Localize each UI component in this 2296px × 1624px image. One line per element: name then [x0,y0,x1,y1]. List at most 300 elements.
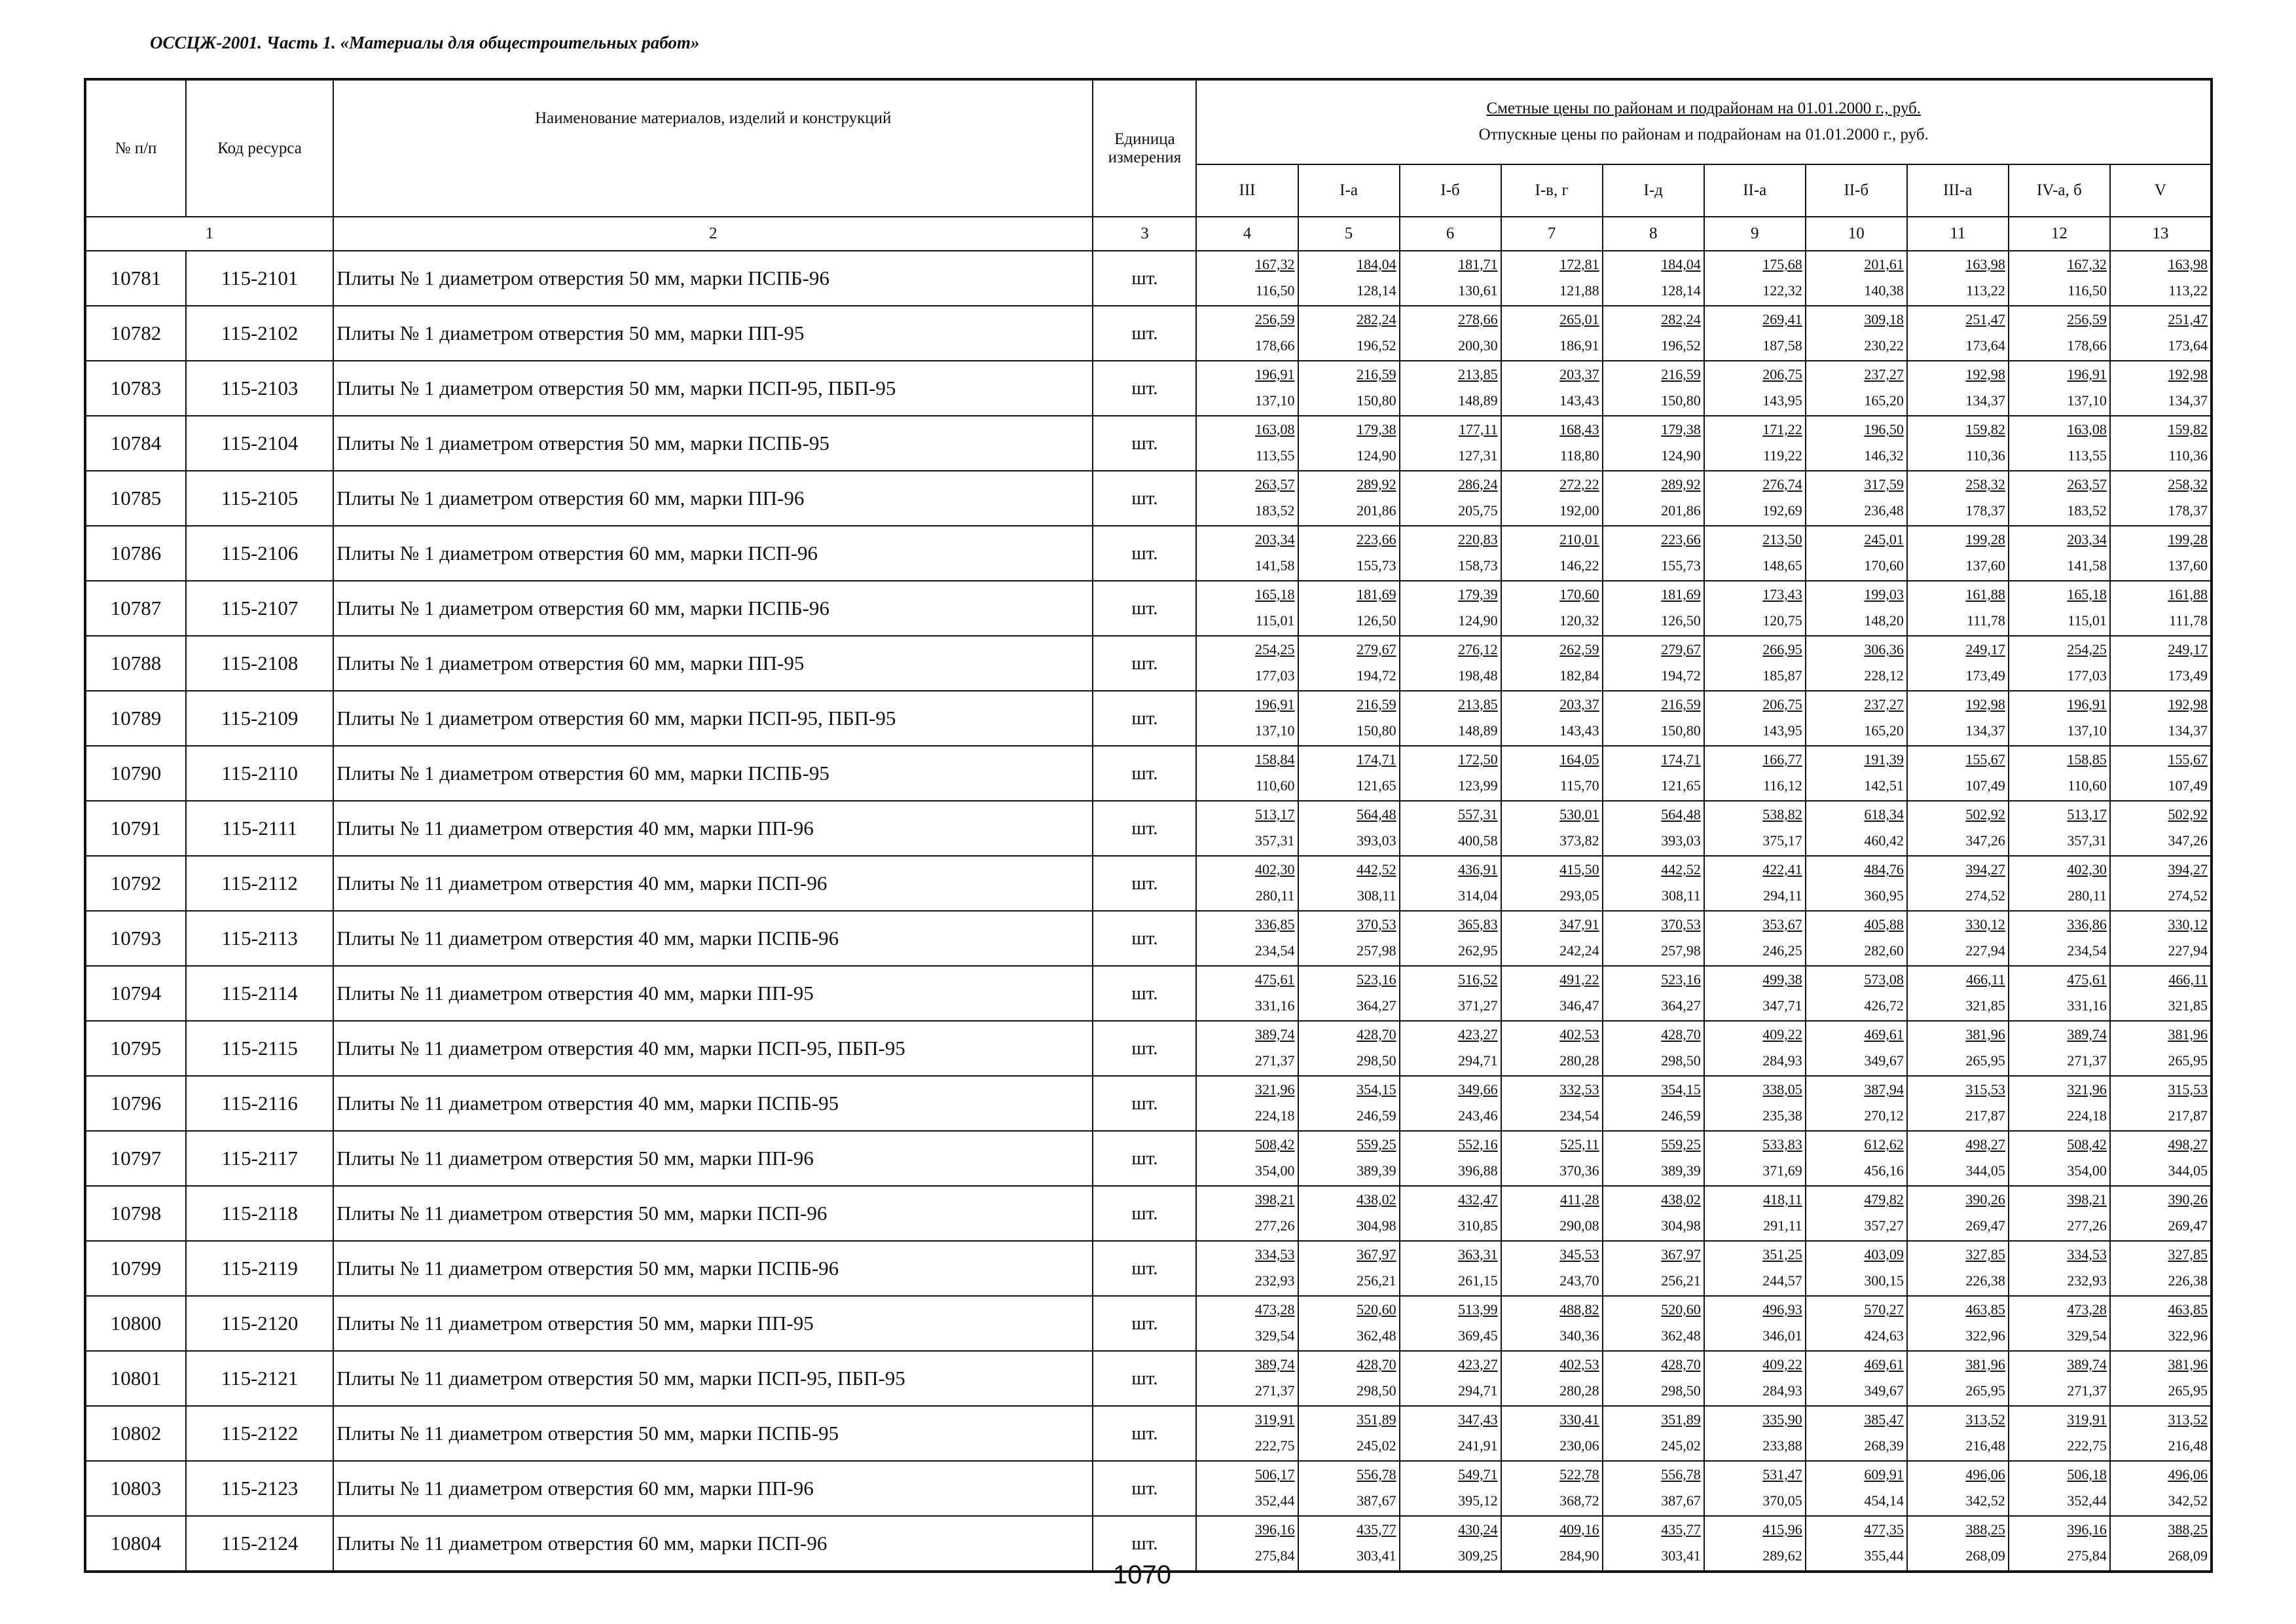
table-row [85,966,2212,1021]
estimate-price: 496,06 [2168,1466,2208,1483]
selling-price: 352,44 [2067,1492,2107,1509]
unit-of-measure: шт. [1093,471,1196,526]
material-name: Плиты № 1 диаметром отверстия 60 мм, марки ПСП-96 [333,526,1093,581]
estimate-price: 266,95 [1762,641,1802,657]
estimate-price: 618,34 [1864,806,1904,822]
price-cell [1806,1186,1907,1241]
row-number: 10799 [85,1241,186,1296]
estimate-price: 473,28 [2067,1301,2107,1318]
price-cell [1501,801,1603,856]
price-cell [1603,1241,1704,1296]
selling-price: 342,52 [1965,1492,2005,1509]
price-cell [1196,691,1298,746]
selling-price: 284,93 [1762,1382,1802,1399]
price-cell [1501,416,1603,471]
price-cell [2110,636,2212,691]
resource-code: 115-2112 [186,856,333,911]
estimate-price: 559,25 [1661,1136,1701,1153]
price-cell [1704,1296,1806,1351]
estimate-price: 335,90 [1762,1411,1802,1428]
selling-price: 389,39 [1357,1162,1396,1179]
selling-price: 113,22 [1966,282,2005,299]
selling-price: 387,67 [1357,1492,1396,1509]
price-cell [1501,911,1603,966]
estimate-price: 418,11 [1763,1191,1802,1208]
estimate-price: 520,60 [1357,1301,1396,1318]
estimate-price: 370,53 [1357,916,1396,932]
selling-price: 183,52 [2067,502,2107,519]
selling-price: 300,15 [1864,1272,1904,1289]
selling-price: 257,98 [1661,942,1701,959]
material-name: Плиты № 1 диаметром отверстия 50 мм, марки ПСП-95, ПБП-95 [333,361,1093,416]
price-cell [1298,966,1400,1021]
selling-price: 182,84 [1559,667,1599,684]
estimate-price: 351,25 [1762,1246,1802,1263]
table-row [85,581,2212,636]
estimate-price: 256,59 [1255,311,1295,327]
price-cell [1501,1021,1603,1076]
selling-price: 142,51 [1864,777,1904,794]
selling-price: 111,78 [2169,612,2208,629]
estimate-price: 201,61 [1864,256,1904,272]
unit-of-measure: шт. [1093,1351,1196,1406]
estimate-price: 508,42 [1255,1136,1295,1153]
price-cell [1907,966,2009,1021]
price-cell [1196,801,1298,856]
price-cell [1501,306,1603,361]
material-name: Плиты № 1 диаметром отверстия 60 мм, марки ПП-96 [333,471,1093,526]
price-cell [2110,526,2212,581]
estimate-price: 388,25 [2168,1521,2208,1538]
table-row [85,416,2212,471]
selling-price: 192,69 [1762,502,1802,519]
estimate-price: 306,36 [1864,641,1904,657]
selling-price: 347,26 [1965,832,2005,849]
selling-price: 256,21 [1357,1272,1396,1289]
estimate-price: 428,70 [1661,1026,1701,1043]
estimate-price: 381,96 [1965,1356,2005,1373]
row-number: 10803 [85,1461,186,1516]
estimate-price: 279,67 [1661,641,1701,657]
selling-price: 226,38 [1965,1272,2005,1289]
price-cell [1501,1516,1603,1572]
selling-price: 246,59 [1661,1107,1701,1124]
price-cell [1196,1461,1298,1516]
estimate-price: 564,48 [1357,806,1396,822]
estimate-price: 336,86 [2067,916,2107,932]
selling-price: 368,72 [1559,1492,1599,1509]
selling-price: 186,91 [1559,337,1599,354]
price-cell [2009,1076,2110,1131]
estimate-price: 179,38 [1661,421,1701,437]
estimate-price: 269,41 [1762,311,1802,327]
selling-price: 165,20 [1864,392,1904,409]
unit-of-measure: шт. [1093,1241,1196,1296]
price-cell [2110,1076,2212,1131]
selling-price: 329,54 [1255,1327,1295,1344]
selling-price: 389,39 [1661,1162,1701,1179]
table-row [85,361,2212,416]
price-cell [1704,1076,1806,1131]
row-number: 10800 [85,1296,186,1351]
price-cell [1603,526,1704,581]
price-cell [2009,636,2110,691]
price-cell [1704,1241,1806,1296]
selling-price: 227,94 [1965,942,2005,959]
price-cell [1603,1021,1704,1076]
price-cell [1603,691,1704,746]
resource-code: 115-2115 [186,1021,333,1076]
row-number: 10793 [85,911,186,966]
estimate-price: 321,96 [1255,1081,1295,1098]
price-cell [1400,526,1501,581]
estimate-price: 442,52 [1357,861,1396,877]
estimate-price: 475,61 [1255,971,1295,987]
document-header: ОССЦЖ-2001. Часть 1. «Материалы для общестроительных работ» [150,33,700,52]
estimate-price: 559,25 [1357,1136,1396,1153]
estimate-price: 155,67 [1965,751,2005,767]
estimate-price: 370,53 [1661,916,1701,932]
selling-price: 178,37 [1965,502,2005,519]
price-cell [1907,1076,2009,1131]
price-cell [1704,1516,1806,1572]
selling-price: 370,05 [1762,1492,1802,1509]
estimate-price: 327,85 [1965,1246,2005,1263]
selling-price: 134,37 [1965,392,2005,409]
row-number: 10801 [85,1351,186,1406]
estimate-price: 516,52 [1458,971,1498,987]
price-cell [1907,1516,2009,1572]
selling-price: 284,90 [1559,1547,1599,1564]
estimate-price: 402,30 [2067,861,2107,877]
estimate-price: 363,31 [1458,1246,1498,1263]
estimate-price: 237,27 [1864,366,1904,382]
price-cell [1298,471,1400,526]
estimate-price: 347,43 [1458,1411,1498,1428]
estimate-price: 338,05 [1762,1081,1802,1098]
estimate-price: 349,66 [1458,1081,1498,1098]
price-cell [1704,251,1806,306]
table-row [85,1076,2212,1131]
region-header: V [2110,164,2212,217]
estimate-price: 203,37 [1559,696,1599,712]
price-cell [2009,1351,2110,1406]
selling-price: 282,60 [1864,942,1904,959]
estimate-price: 336,85 [1255,916,1295,932]
material-name: Плиты № 11 диаметром отверстия 40 мм, марки ПП-96 [333,801,1093,856]
selling-price: 346,47 [1559,997,1599,1014]
price-cell [1907,361,2009,416]
resource-code: 115-2104 [186,416,333,471]
selling-price: 340,36 [1559,1327,1599,1344]
estimate-price: 319,91 [1255,1411,1295,1428]
estimate-price: 262,59 [1559,641,1599,657]
selling-price: 178,66 [1255,337,1295,354]
unit-of-measure: шт. [1093,1461,1196,1516]
price-cell [1603,1406,1704,1461]
estimate-price: 570,27 [1864,1301,1904,1318]
price-cell [1400,581,1501,636]
price-cell [1907,526,2009,581]
resource-code: 115-2113 [186,911,333,966]
selling-price: 116,12 [1763,777,1802,794]
price-cell [1907,306,2009,361]
estimate-price: 520,60 [1661,1301,1701,1318]
price-cell [2110,306,2212,361]
selling-price: 364,27 [1357,997,1396,1014]
estimate-price: 177,11 [1458,421,1498,437]
selling-price: 244,57 [1762,1272,1802,1289]
price-cell [2009,911,2110,966]
estimate-price: 254,25 [1255,641,1295,657]
price-cell [1400,1406,1501,1461]
price-cell [1196,526,1298,581]
region-header: II-а [1704,164,1806,217]
estimate-price: 564,48 [1661,806,1701,822]
selling-price: 243,46 [1458,1107,1498,1124]
price-cell [1298,306,1400,361]
estimate-price: 196,91 [1255,366,1295,382]
price-cell [1400,1296,1501,1351]
price-cell [1501,1461,1603,1516]
estimate-price: 213,50 [1762,531,1802,547]
price-cell [1907,856,2009,911]
prices-otpusk-label: Отпускные цены по районам и подрайонам на 01.01.2000 г., руб. [1478,126,1929,144]
price-cell [2110,1131,2212,1186]
selling-price: 137,10 [1255,722,1295,739]
selling-price: 111,78 [1966,612,2005,629]
material-name: Плиты № 11 диаметром отверстия 40 мм, марки ПП-95 [333,966,1093,1021]
unit-of-measure: шт. [1093,1021,1196,1076]
price-cell [1806,1296,1907,1351]
estimate-price: 330,12 [2168,916,2208,932]
selling-price: 233,88 [1762,1437,1802,1454]
selling-price: 375,17 [1762,832,1802,849]
estimate-price: 206,75 [1762,696,1802,712]
estimate-price: 491,22 [1559,971,1599,987]
selling-price: 277,26 [2067,1217,2107,1234]
estimate-price: 164,05 [1559,751,1599,767]
estimate-price: 174,71 [1661,751,1701,767]
estimate-price: 199,28 [1965,531,2005,547]
estimate-price: 513,17 [1255,806,1295,822]
material-name: Плиты № 11 диаметром отверстия 50 мм, марки ПСП-96 [333,1186,1093,1241]
price-cell [2110,1516,2212,1572]
resource-code: 115-2118 [186,1186,333,1241]
selling-price: 196,52 [1661,337,1701,354]
estimate-price: 390,26 [2168,1191,2208,1208]
selling-price: 150,80 [1661,722,1701,739]
row-number: 10794 [85,966,186,1021]
price-cell [1907,746,2009,801]
selling-price: 289,62 [1762,1547,1802,1564]
estimate-price: 381,96 [2168,1356,2208,1373]
selling-price: 217,87 [1965,1107,2005,1124]
estimate-price: 159,82 [2168,421,2208,437]
estimate-price: 351,89 [1357,1411,1396,1428]
price-cell [2110,1021,2212,1076]
estimate-price: 191,39 [1864,751,1904,767]
selling-price: 400,58 [1458,832,1498,849]
price-cell [1603,1516,1704,1572]
estimate-price: 163,98 [2168,256,2208,272]
estimate-price: 216,59 [1661,366,1701,382]
selling-price: 369,45 [1458,1327,1498,1344]
selling-price: 110,36 [1966,447,2005,464]
price-cell [1704,966,1806,1021]
price-cell [1298,1351,1400,1406]
estimate-price: 387,94 [1864,1081,1904,1098]
col-header-name: Наименование материалов, изделий и конструкций [333,79,1093,217]
selling-price: 344,05 [1965,1162,2005,1179]
selling-price: 124,90 [1661,447,1701,464]
estimate-price: 435,77 [1661,1521,1701,1538]
price-cell [1400,471,1501,526]
estimate-price: 479,82 [1864,1191,1904,1208]
price-cell [2009,471,2110,526]
estimate-price: 394,27 [2168,861,2208,877]
row-number: 10788 [85,636,186,691]
estimate-price: 216,59 [1357,366,1396,382]
selling-price: 224,18 [2067,1107,2107,1124]
estimate-price: 428,70 [1357,1026,1396,1043]
estimate-price: 286,24 [1458,476,1498,492]
price-cell [1196,306,1298,361]
row-number: 10782 [85,306,186,361]
table-row [85,691,2212,746]
estimate-price: 196,91 [1255,696,1295,712]
price-cell [1907,911,2009,966]
price-cell [1196,1076,1298,1131]
selling-price: 192,00 [1559,502,1599,519]
estimate-price: 513,99 [1458,1301,1498,1318]
estimate-price: 192,98 [2168,696,2208,712]
price-cell [1907,471,2009,526]
selling-price: 274,52 [1965,887,2005,904]
selling-price: 127,31 [1458,447,1498,464]
col-header-num: № п/п [85,79,186,217]
unit-of-measure: шт. [1093,361,1196,416]
estimate-price: 245,01 [1864,531,1904,547]
prices-smeta-label: Сметные цены по районам и подрайонам на 01.01.2000 г., руб. [1486,100,1922,118]
selling-price: 265,95 [1965,1052,2005,1069]
estimate-price: 258,32 [1965,476,2005,492]
price-cell [1603,416,1704,471]
row-number: 10797 [85,1131,186,1186]
estimate-price: 158,85 [2067,751,2107,767]
estimate-price: 422,41 [1762,861,1802,877]
price-table [84,78,2213,1573]
selling-price: 116,50 [2068,282,2107,299]
selling-price: 113,55 [2068,447,2107,464]
estimate-price: 210,01 [1559,531,1599,547]
selling-price: 261,15 [1458,1272,1498,1289]
table-row [85,911,2212,966]
unit-of-measure: шт. [1093,636,1196,691]
material-name: Плиты № 1 диаметром отверстия 60 мм, марки ПП-95 [333,636,1093,691]
price-cell [1806,1516,1907,1572]
price-cell [1298,1021,1400,1076]
selling-price: 294,71 [1458,1382,1498,1399]
selling-price: 150,80 [1357,722,1396,739]
price-cell [2009,691,2110,746]
resource-code: 115-2114 [186,966,333,1021]
column-number: 5 [1298,217,1400,251]
price-cell [1298,691,1400,746]
price-cell [1603,581,1704,636]
selling-price: 242,24 [1559,942,1599,959]
estimate-price: 278,66 [1458,311,1498,327]
estimate-price: 389,74 [2067,1356,2107,1373]
price-cell [1704,1351,1806,1406]
estimate-price: 196,91 [2067,366,2107,382]
price-cell [1806,1131,1907,1186]
price-cell [1907,1351,2009,1406]
estimate-price: 175,68 [1762,256,1802,272]
estimate-price: 396,16 [1255,1521,1295,1538]
selling-price: 134,37 [2168,392,2208,409]
selling-price: 344,05 [2168,1162,2208,1179]
resource-code: 115-2105 [186,471,333,526]
selling-price: 347,26 [2168,832,2208,849]
col-header-code: Код ресурса [186,79,333,217]
price-cell [1806,416,1907,471]
row-number: 10798 [85,1186,186,1241]
selling-price: 352,44 [1255,1492,1295,1509]
selling-price: 308,11 [1357,887,1396,904]
price-cell [1501,966,1603,1021]
selling-price: 118,80 [1559,447,1599,464]
price-cell [1501,636,1603,691]
column-number: 4 [1196,217,1298,251]
selling-price: 228,12 [1864,667,1904,684]
price-cell [1400,691,1501,746]
selling-price: 245,02 [1661,1437,1701,1454]
selling-price: 241,91 [1458,1437,1498,1454]
estimate-price: 163,98 [1965,256,2005,272]
estimate-price: 192,98 [1965,696,2005,712]
page-number: 1070 [1113,1560,1171,1589]
price-cell [1501,361,1603,416]
estimate-price: 409,16 [1559,1521,1599,1538]
selling-price: 178,66 [2067,337,2107,354]
selling-price: 349,67 [1864,1382,1904,1399]
price-cell [1196,251,1298,306]
price-cell [1907,1186,2009,1241]
price-cell [1806,966,1907,1021]
price-cell [1501,251,1603,306]
price-cell [2110,911,2212,966]
estimate-price: 196,91 [2067,696,2107,712]
estimate-price: 612,62 [1864,1136,1904,1153]
price-cell [1907,1021,2009,1076]
estimate-price: 432,47 [1458,1191,1498,1208]
price-cell [2009,1516,2110,1572]
selling-price: 148,89 [1458,722,1498,739]
selling-price: 284,93 [1762,1052,1802,1069]
table-row [85,1131,2212,1186]
estimate-price: 435,77 [1357,1521,1396,1538]
price-cell [1196,746,1298,801]
price-cell [2009,746,2110,801]
selling-price: 216,48 [1965,1437,2005,1454]
estimate-price: 498,27 [2168,1136,2208,1153]
selling-price: 198,48 [1458,667,1498,684]
selling-price: 137,60 [1965,557,2005,574]
price-cell [1806,1351,1907,1406]
price-cell [1603,636,1704,691]
estimate-price: 354,15 [1661,1081,1701,1098]
